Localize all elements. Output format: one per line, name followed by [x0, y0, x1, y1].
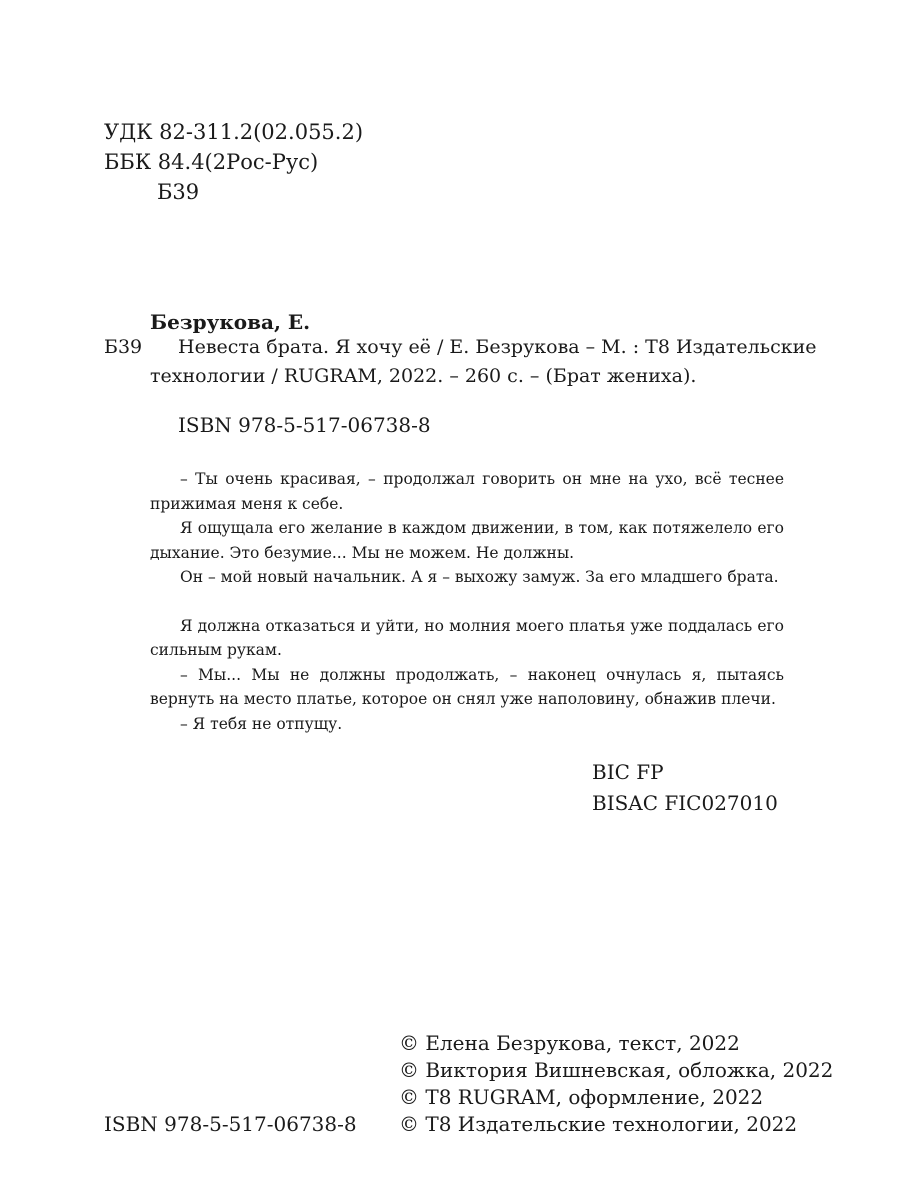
copyright-line: © Т8 RUGRAM, оформление, 2022 [399, 1085, 764, 1109]
paragraph-gap [150, 590, 784, 614]
udk-code: УДК 82-311.2(02.055.2) [104, 120, 364, 144]
author-mark-top: Б39 [157, 180, 200, 204]
bisac-code: BISAC FIC027010 [592, 791, 778, 815]
annotation-paragraph: – Я тебя не отпущу. [180, 714, 343, 733]
annotation-paragraph: – Мы... Мы не должны продолжать, – наконец очнулась я, пытаясь вернуть на место платье, которое он снял уже наполовину, обнажив плечи. [150, 665, 784, 708]
bbk-code: ББК 84.4(2Рос-Рус) [104, 150, 319, 174]
annotation-paragraph: Я должна отказаться и уйти, но молния моего платья уже поддалась его сильным рукам. [150, 616, 784, 659]
annotation-paragraph: – Ты очень красивая, – продолжал говорить он мне на ухо, всё теснее прижимая меня к себе. [150, 470, 784, 513]
annotation-paragraph: Он – мой новый начальник. А я – выхожу замуж. За его младшего брата. [180, 568, 779, 586]
copyright-line: © Елена Безрукова, текст, 2022 [399, 1031, 740, 1055]
bic-code: BIC FP [592, 760, 664, 784]
isbn-bottom: ISBN 978-5-517-06738-8 [104, 1112, 357, 1136]
annotation-paragraph: Я ощущала его желание в каждом движении, в том, как потяжелело его дыхание. Это безумие... Мы не можем. Не должны. [150, 519, 784, 562]
isbn-record: ISBN 978-5-517-06738-8 [178, 413, 431, 437]
copyright-line: © Виктория Вишневская, обложка, 2022 [399, 1058, 834, 1082]
bib-description-line2: технологии / RUGRAM, 2022. – 260 с. – (Брат жениха). [150, 365, 697, 387]
annotation [150, 467, 784, 736]
author-heading: Безрукова, Е. [150, 310, 311, 334]
copyright-line: © Т8 Издательские технологии, 2022 [399, 1112, 798, 1136]
bib-description-line1: Невеста брата. Я хочу её / Е. Безрукова – М. : Т8 Издательские [178, 336, 817, 358]
author-mark: Б39 [104, 336, 143, 358]
